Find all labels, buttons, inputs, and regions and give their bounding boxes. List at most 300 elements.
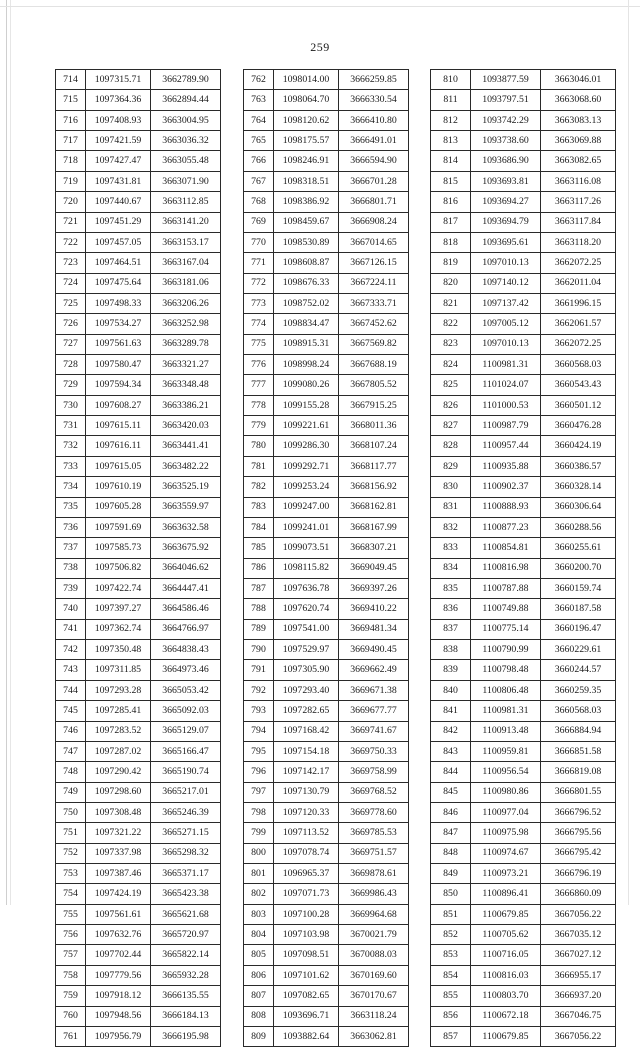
- x-coordinate-cell: 1100957.44: [471, 436, 541, 456]
- y-coordinate-cell: 3660229.61: [541, 640, 616, 660]
- table-row: [56, 293, 221, 313]
- x-coordinate-cell: 1100896.41: [471, 884, 541, 904]
- table-row: [431, 1006, 616, 1026]
- point-number-cell: 772: [244, 273, 274, 293]
- y-coordinate-cell: 3666819.08: [541, 762, 616, 782]
- y-coordinate-cell: 3664447.41: [151, 578, 221, 598]
- point-number-cell: 837: [431, 619, 471, 639]
- point-number-cell: 757: [56, 945, 86, 965]
- y-coordinate-cell: 3660255.61: [541, 538, 616, 558]
- y-coordinate-cell: 3663068.60: [541, 90, 616, 110]
- point-number-cell: 767: [244, 171, 274, 191]
- x-coordinate-cell: 1097948.56: [86, 1006, 151, 1026]
- y-coordinate-cell: 3666135.55: [151, 986, 221, 1006]
- y-coordinate-cell: 3662072.25: [541, 253, 616, 273]
- table-row: [244, 925, 409, 945]
- x-coordinate-cell: 1097321.22: [86, 823, 151, 843]
- table-row: [244, 1006, 409, 1026]
- point-number-cell: 785: [244, 538, 274, 558]
- y-coordinate-cell: 3667333.71: [339, 293, 409, 313]
- x-coordinate-cell: 1100803.70: [471, 986, 541, 1006]
- x-coordinate-cell: 1097408.93: [86, 110, 151, 130]
- table-row: [56, 1006, 221, 1026]
- table-row: [431, 925, 616, 945]
- point-number-cell: 774: [244, 314, 274, 334]
- table-row: [431, 599, 616, 619]
- y-coordinate-cell: 3666955.17: [541, 965, 616, 985]
- y-coordinate-cell: 3665720.97: [151, 925, 221, 945]
- point-number-cell: 753: [56, 864, 86, 884]
- y-coordinate-cell: 3669677.77: [339, 701, 409, 721]
- point-number-cell: 732: [56, 436, 86, 456]
- point-number-cell: 733: [56, 456, 86, 476]
- point-number-cell: 726: [56, 314, 86, 334]
- x-coordinate-cell: 1100974.67: [471, 843, 541, 863]
- table-row: [431, 416, 616, 436]
- point-number-cell: 769: [244, 212, 274, 232]
- table-row: [56, 273, 221, 293]
- point-number-cell: 788: [244, 599, 274, 619]
- x-coordinate-cell: 1097424.19: [86, 884, 151, 904]
- x-coordinate-cell: 1100806.48: [471, 680, 541, 700]
- table-row: [431, 965, 616, 985]
- y-coordinate-cell: 3660244.57: [541, 660, 616, 680]
- y-coordinate-cell: 3666860.09: [541, 884, 616, 904]
- table-row: [56, 823, 221, 843]
- y-coordinate-cell: 3663153.17: [151, 232, 221, 252]
- point-number-cell: 801: [244, 864, 274, 884]
- table-row: [244, 151, 409, 171]
- x-coordinate-cell: 1097956.79: [86, 1026, 151, 1046]
- x-coordinate-cell: 1099241.01: [274, 517, 339, 537]
- x-coordinate-cell: 1097529.97: [274, 640, 339, 660]
- x-coordinate-cell: 1093694.27: [471, 192, 541, 212]
- table-row: [431, 558, 616, 578]
- point-number-cell: 731: [56, 416, 86, 436]
- y-coordinate-cell: 3661996.15: [541, 293, 616, 313]
- x-coordinate-cell: 1098014.00: [274, 70, 339, 90]
- point-number-cell: 822: [431, 314, 471, 334]
- y-coordinate-cell: 3663321.27: [151, 355, 221, 375]
- x-coordinate-cell: 1097350.48: [86, 640, 151, 660]
- y-coordinate-cell: 3663116.08: [541, 171, 616, 191]
- x-coordinate-cell: 1100679.85: [471, 1026, 541, 1046]
- table-row: [431, 578, 616, 598]
- y-coordinate-cell: 3667126.15: [339, 253, 409, 273]
- y-coordinate-cell: 3663252.98: [151, 314, 221, 334]
- table-row: [244, 884, 409, 904]
- point-number-cell: 763: [244, 90, 274, 110]
- table-row: [56, 640, 221, 660]
- point-number-cell: 820: [431, 273, 471, 293]
- table-row: [56, 680, 221, 700]
- point-number-cell: 748: [56, 762, 86, 782]
- y-coordinate-cell: 3669750.33: [339, 741, 409, 761]
- point-number-cell: 743: [56, 660, 86, 680]
- table-row: [56, 151, 221, 171]
- y-coordinate-cell: 3663559.97: [151, 497, 221, 517]
- point-number-cell: 754: [56, 884, 86, 904]
- point-number-cell: 814: [431, 151, 471, 171]
- point-number-cell: 768: [244, 192, 274, 212]
- x-coordinate-cell: 1097397.27: [86, 599, 151, 619]
- x-coordinate-cell: 1100679.85: [471, 904, 541, 924]
- table-row: [244, 680, 409, 700]
- table-row: [244, 945, 409, 965]
- x-coordinate-cell: 1097283.52: [86, 721, 151, 741]
- table-row: [56, 232, 221, 252]
- x-coordinate-cell: 1100716.05: [471, 945, 541, 965]
- table-row: [431, 70, 616, 90]
- point-number-cell: 804: [244, 925, 274, 945]
- y-coordinate-cell: 3668107.24: [339, 436, 409, 456]
- point-number-cell: 716: [56, 110, 86, 130]
- x-coordinate-cell: 1098608.87: [274, 253, 339, 273]
- y-coordinate-cell: 3660476.28: [541, 416, 616, 436]
- x-coordinate-cell: 1098120.62: [274, 110, 339, 130]
- table-row: [431, 253, 616, 273]
- x-coordinate-cell: 1097315.71: [86, 70, 151, 90]
- y-coordinate-cell: 3663167.04: [151, 253, 221, 273]
- point-number-cell: 764: [244, 110, 274, 130]
- y-coordinate-cell: 3663036.32: [151, 131, 221, 151]
- point-number-cell: 848: [431, 843, 471, 863]
- y-coordinate-cell: 3663117.84: [541, 212, 616, 232]
- x-coordinate-cell: 1100816.03: [471, 965, 541, 985]
- table-row: [244, 741, 409, 761]
- y-coordinate-cell: 3669671.38: [339, 680, 409, 700]
- table-row: [56, 965, 221, 985]
- table-row: [56, 253, 221, 273]
- y-coordinate-cell: 3666937.20: [541, 986, 616, 1006]
- table-row: [431, 273, 616, 293]
- point-number-cell: 855: [431, 986, 471, 1006]
- y-coordinate-cell: 3663071.90: [151, 171, 221, 191]
- table-row: [244, 701, 409, 721]
- y-coordinate-cell: 3660424.19: [541, 436, 616, 456]
- table-row: [431, 232, 616, 252]
- x-coordinate-cell: 1100987.79: [471, 416, 541, 436]
- y-coordinate-cell: 3666795.56: [541, 823, 616, 843]
- y-coordinate-cell: 3669785.53: [339, 823, 409, 843]
- x-coordinate-cell: 1101000.53: [471, 395, 541, 415]
- y-coordinate-cell: 3669768.52: [339, 782, 409, 802]
- table-row: [244, 171, 409, 191]
- y-coordinate-cell: 3667056.22: [541, 904, 616, 924]
- point-number-cell: 823: [431, 334, 471, 354]
- table-row: [56, 212, 221, 232]
- coordinate-table-1-body: [56, 70, 221, 1047]
- table-row: [244, 253, 409, 273]
- point-number-cell: 847: [431, 823, 471, 843]
- x-coordinate-cell: 1097137.42: [471, 293, 541, 313]
- table-row: [431, 314, 616, 334]
- table-row: [431, 945, 616, 965]
- point-number-cell: 800: [244, 843, 274, 863]
- table-row: [56, 314, 221, 334]
- point-number-cell: 803: [244, 904, 274, 924]
- table-row: [56, 864, 221, 884]
- table-row: [244, 456, 409, 476]
- y-coordinate-cell: 3666851.58: [541, 741, 616, 761]
- x-coordinate-cell: 1099286.30: [274, 436, 339, 456]
- x-coordinate-cell: 1097421.59: [86, 131, 151, 151]
- point-number-cell: 831: [431, 497, 471, 517]
- x-coordinate-cell: 1097308.48: [86, 802, 151, 822]
- table-row: [244, 273, 409, 293]
- y-coordinate-cell: 3668117.77: [339, 456, 409, 476]
- table-row: [56, 70, 221, 90]
- table-row: [244, 986, 409, 1006]
- x-coordinate-cell: 1097071.73: [274, 884, 339, 904]
- x-coordinate-cell: 1097620.74: [274, 599, 339, 619]
- y-coordinate-cell: 3665190.74: [151, 762, 221, 782]
- x-coordinate-cell: 1097464.51: [86, 253, 151, 273]
- point-number-cell: 714: [56, 70, 86, 90]
- table-row: [431, 375, 616, 395]
- x-coordinate-cell: 1098386.92: [274, 192, 339, 212]
- point-number-cell: 853: [431, 945, 471, 965]
- x-coordinate-cell: 1097287.02: [86, 741, 151, 761]
- y-coordinate-cell: 3667046.75: [541, 1006, 616, 1026]
- x-coordinate-cell: 1099073.51: [274, 538, 339, 558]
- x-coordinate-cell: 1098998.24: [274, 355, 339, 375]
- point-number-cell: 796: [244, 762, 274, 782]
- point-number-cell: 798: [244, 802, 274, 822]
- point-number-cell: 766: [244, 151, 274, 171]
- table-row: [431, 456, 616, 476]
- point-number-cell: 775: [244, 334, 274, 354]
- point-number-cell: 758: [56, 965, 86, 985]
- x-coordinate-cell: 1093797.51: [471, 90, 541, 110]
- y-coordinate-cell: 3663348.48: [151, 375, 221, 395]
- x-coordinate-cell: 1097010.13: [471, 334, 541, 354]
- x-coordinate-cell: 1097498.33: [86, 293, 151, 313]
- table-row: [431, 802, 616, 822]
- point-number-cell: 740: [56, 599, 86, 619]
- table-row: [244, 762, 409, 782]
- table-row: [56, 477, 221, 497]
- x-coordinate-cell: 1096965.37: [274, 864, 339, 884]
- table-row: [244, 640, 409, 660]
- table-row: [431, 741, 616, 761]
- y-coordinate-cell: 3664838.43: [151, 640, 221, 660]
- point-number-cell: 778: [244, 395, 274, 415]
- point-number-cell: 816: [431, 192, 471, 212]
- y-coordinate-cell: 3660568.03: [541, 355, 616, 375]
- y-coordinate-cell: 3666184.13: [151, 1006, 221, 1026]
- y-coordinate-cell: 3663141.20: [151, 212, 221, 232]
- point-number-cell: 718: [56, 151, 86, 171]
- y-coordinate-cell: 3666884.94: [541, 721, 616, 741]
- scan-edge-left: [6, 0, 7, 905]
- table-row: [56, 192, 221, 212]
- point-number-cell: 808: [244, 1006, 274, 1026]
- x-coordinate-cell: 1097431.81: [86, 171, 151, 191]
- x-coordinate-cell: 1100798.48: [471, 660, 541, 680]
- table-row: [56, 925, 221, 945]
- x-coordinate-cell: 1099253.24: [274, 477, 339, 497]
- point-number-cell: 771: [244, 253, 274, 273]
- y-coordinate-cell: 3669490.45: [339, 640, 409, 660]
- x-coordinate-cell: 1097608.27: [86, 395, 151, 415]
- coordinate-table-3: [430, 69, 616, 1047]
- table-row: [431, 151, 616, 171]
- table-row: [244, 965, 409, 985]
- y-coordinate-cell: 3667027.12: [541, 945, 616, 965]
- y-coordinate-cell: 3663118.20: [541, 232, 616, 252]
- y-coordinate-cell: 3666796.52: [541, 802, 616, 822]
- x-coordinate-cell: 1097585.73: [86, 538, 151, 558]
- x-coordinate-cell: 1100981.31: [471, 701, 541, 721]
- table-row: [244, 232, 409, 252]
- x-coordinate-cell: 1098676.33: [274, 273, 339, 293]
- y-coordinate-cell: 3663083.13: [541, 110, 616, 130]
- table-row: [56, 986, 221, 1006]
- table-row: [431, 701, 616, 721]
- x-coordinate-cell: 1097561.61: [86, 904, 151, 924]
- y-coordinate-cell: 3663386.21: [151, 395, 221, 415]
- y-coordinate-cell: 3662894.44: [151, 90, 221, 110]
- x-coordinate-cell: 1098175.57: [274, 131, 339, 151]
- y-coordinate-cell: 3660306.64: [541, 497, 616, 517]
- y-coordinate-cell: 3664586.46: [151, 599, 221, 619]
- x-coordinate-cell: 1093696.71: [274, 1006, 339, 1026]
- table-row: [56, 741, 221, 761]
- y-coordinate-cell: 3668011.36: [339, 416, 409, 436]
- point-number-cell: 730: [56, 395, 86, 415]
- y-coordinate-cell: 3665217.01: [151, 782, 221, 802]
- y-coordinate-cell: 3666701.28: [339, 171, 409, 191]
- x-coordinate-cell: 1100977.04: [471, 802, 541, 822]
- y-coordinate-cell: 3667805.52: [339, 375, 409, 395]
- y-coordinate-cell: 3665271.15: [151, 823, 221, 843]
- y-coordinate-cell: 3660288.56: [541, 517, 616, 537]
- x-coordinate-cell: 1100913.48: [471, 721, 541, 741]
- table-row: [244, 558, 409, 578]
- x-coordinate-cell: 1100672.18: [471, 1006, 541, 1026]
- point-number-cell: 762: [244, 70, 274, 90]
- point-number-cell: 809: [244, 1026, 274, 1046]
- y-coordinate-cell: 3663420.03: [151, 416, 221, 436]
- point-number-cell: 851: [431, 904, 471, 924]
- table-row: [56, 660, 221, 680]
- table-row: [431, 293, 616, 313]
- table-row: [56, 456, 221, 476]
- point-number-cell: 833: [431, 538, 471, 558]
- x-coordinate-cell: 1097140.12: [471, 273, 541, 293]
- y-coordinate-cell: 3670088.03: [339, 945, 409, 965]
- table-row: [431, 212, 616, 232]
- x-coordinate-cell: 1100935.88: [471, 456, 541, 476]
- x-coordinate-cell: 1097387.46: [86, 864, 151, 884]
- y-coordinate-cell: 3663046.01: [541, 70, 616, 90]
- table-row: [431, 884, 616, 904]
- point-number-cell: 784: [244, 517, 274, 537]
- point-number-cell: 830: [431, 477, 471, 497]
- table-row: [56, 619, 221, 639]
- point-number-cell: 722: [56, 232, 86, 252]
- y-coordinate-cell: 3669741.67: [339, 721, 409, 741]
- table-row: [244, 1026, 409, 1046]
- table-row: [244, 293, 409, 313]
- x-coordinate-cell: 1098064.70: [274, 90, 339, 110]
- point-number-cell: 739: [56, 578, 86, 598]
- x-coordinate-cell: 1097506.82: [86, 558, 151, 578]
- y-coordinate-cell: 3666195.98: [151, 1026, 221, 1046]
- table-row: [431, 762, 616, 782]
- y-coordinate-cell: 3666491.01: [339, 131, 409, 151]
- table-row: [244, 497, 409, 517]
- table-row: [56, 762, 221, 782]
- y-coordinate-cell: 3662011.04: [541, 273, 616, 293]
- point-number-cell: 854: [431, 965, 471, 985]
- x-coordinate-cell: 1100790.99: [471, 640, 541, 660]
- x-coordinate-cell: 1100956.54: [471, 762, 541, 782]
- table-row: [244, 334, 409, 354]
- point-number-cell: 750: [56, 802, 86, 822]
- y-coordinate-cell: 3663525.19: [151, 477, 221, 497]
- point-number-cell: 832: [431, 517, 471, 537]
- table-row: [56, 110, 221, 130]
- table-row: [244, 517, 409, 537]
- page-number: 259: [310, 40, 330, 54]
- y-coordinate-cell: 3666410.80: [339, 110, 409, 130]
- x-coordinate-cell: 1093695.61: [471, 232, 541, 252]
- table-row: [56, 171, 221, 191]
- y-coordinate-cell: 3666801.55: [541, 782, 616, 802]
- x-coordinate-cell: 1097594.34: [86, 375, 151, 395]
- x-coordinate-cell: 1098530.89: [274, 232, 339, 252]
- x-coordinate-cell: 1097457.05: [86, 232, 151, 252]
- table-row: [56, 802, 221, 822]
- y-coordinate-cell: 3664046.62: [151, 558, 221, 578]
- table-row: [56, 884, 221, 904]
- table-row: [56, 395, 221, 415]
- x-coordinate-cell: 1097362.74: [86, 619, 151, 639]
- x-coordinate-cell: 1093882.64: [274, 1026, 339, 1046]
- point-number-cell: 812: [431, 110, 471, 130]
- y-coordinate-cell: 3665932.28: [151, 965, 221, 985]
- point-number-cell: 761: [56, 1026, 86, 1046]
- table-row: [431, 904, 616, 924]
- y-coordinate-cell: 3660386.57: [541, 456, 616, 476]
- table-row: [56, 517, 221, 537]
- x-coordinate-cell: 1099155.28: [274, 395, 339, 415]
- y-coordinate-cell: 3663069.88: [541, 131, 616, 151]
- y-coordinate-cell: 3669397.26: [339, 578, 409, 598]
- point-number-cell: 807: [244, 986, 274, 1006]
- x-coordinate-cell: 1093693.81: [471, 171, 541, 191]
- x-coordinate-cell: 1097010.13: [471, 253, 541, 273]
- table-row: [431, 517, 616, 537]
- table-row: [56, 578, 221, 598]
- x-coordinate-cell: 1097702.44: [86, 945, 151, 965]
- x-coordinate-cell: 1097154.18: [274, 741, 339, 761]
- point-number-cell: 828: [431, 436, 471, 456]
- table-row: [431, 436, 616, 456]
- y-coordinate-cell: 3663117.26: [541, 192, 616, 212]
- point-number-cell: 729: [56, 375, 86, 395]
- x-coordinate-cell: 1099221.61: [274, 416, 339, 436]
- table-row: [244, 538, 409, 558]
- x-coordinate-cell: 1100980.86: [471, 782, 541, 802]
- point-number-cell: 728: [56, 355, 86, 375]
- y-coordinate-cell: 3670021.79: [339, 925, 409, 945]
- scan-edge-top: [0, 6, 640, 7]
- point-number-cell: 827: [431, 416, 471, 436]
- coordinate-table-1: [55, 69, 221, 1047]
